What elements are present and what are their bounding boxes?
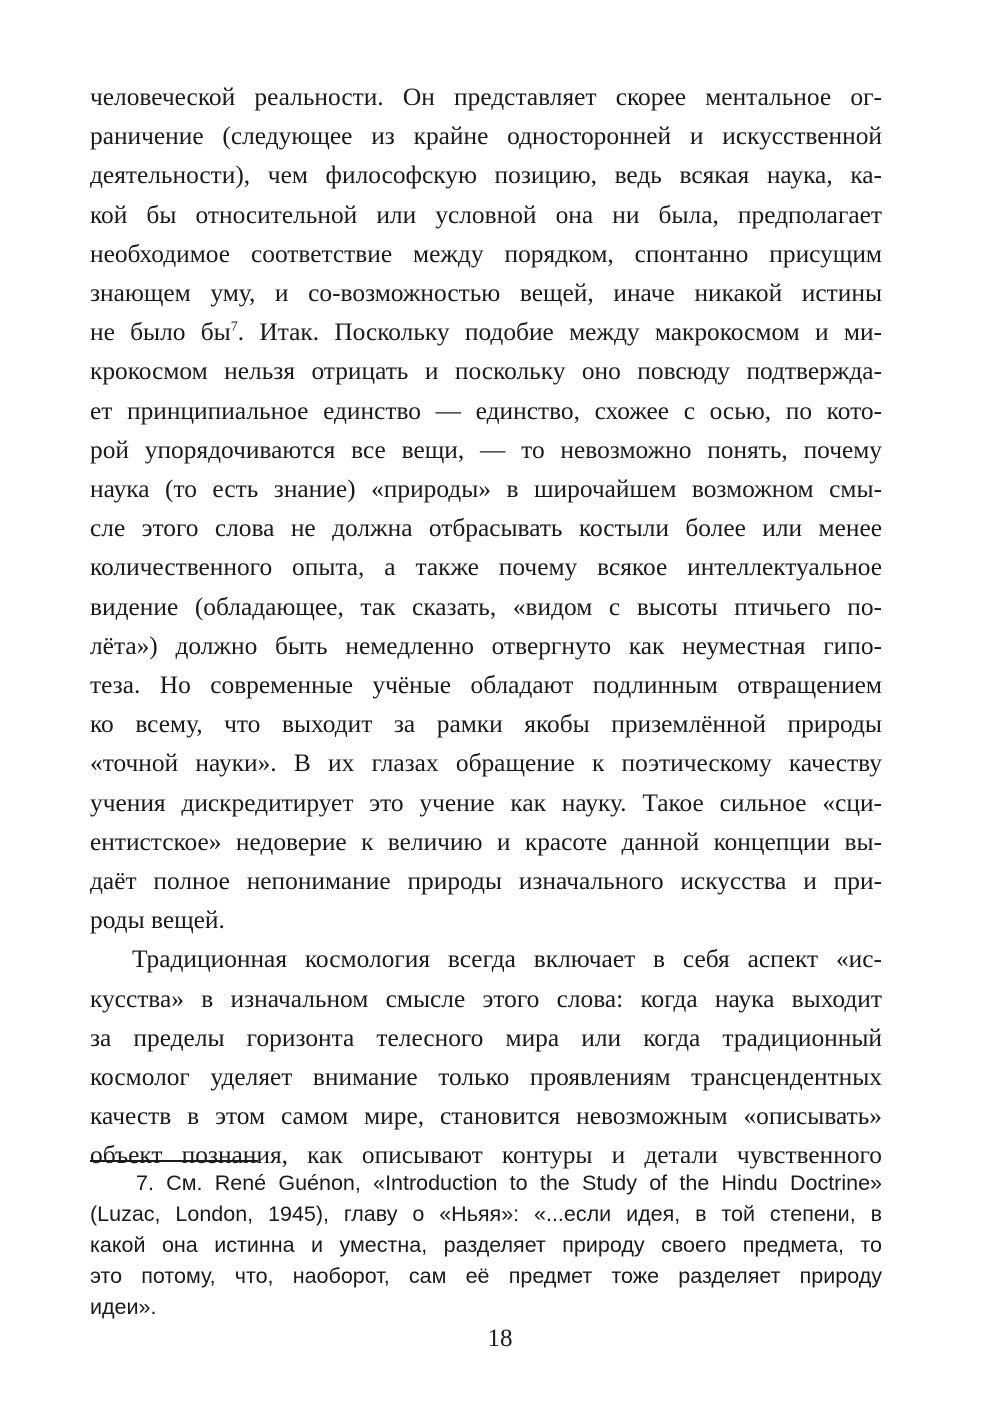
text-line: роды вещей. [90,906,225,935]
text-line: ет принципиальное единство — единство, схожее с осью, по кото- [90,396,882,425]
page-number: 18 [487,1325,513,1352]
text-line: человеческой реальности. Он представляет скорее ментальное ог- [90,83,882,111]
footnote-line: какой она истинна и уместна, разделяет природу своего предмета, то [90,1233,882,1257]
text-line: «точной науки». В их глазах обращение к поэтическому качеству [90,749,882,778]
text-line: крокосмом нельзя отрицать и поскольку оно повсюду подтвержда- [90,357,882,386]
paragraph-2 [90,940,882,1175]
text-line: сле этого слова не должна отбрасывать костыли более или менее [90,514,882,543]
text-line: объект познания, как описывают контуры и детали чувственного [90,1141,882,1170]
text-segment: не было бы [90,318,231,347]
text-line: видение (обладающее, так сказать, «видом с высоты птичьего по- [90,592,882,621]
footnote-reference[interactable]: 7 [230,319,238,335]
text-line: деятельности), чем философскую позицию, ведь всякая наука, ка- [90,161,882,190]
footnote-separator [90,1160,258,1162]
text-segment: . Итак. Поскольку подобие между макрокосмом и ми- [237,318,882,347]
text-line: кусства» в изначальном смысле этого слова: когда наука выходит [90,984,882,1013]
footnote-line: (Luzac, London, 1945), главу о «Ньяя»: «...если идея, в той степени, в [90,1202,882,1226]
text-line-with-footnote-ref [90,313,882,352]
footnote-7 [90,1168,882,1323]
text-line: Традиционная космология всегда включает в себя аспект «ис- [132,945,882,974]
text-line: теза. Но современные учёные обладают подлинным отвращением [90,671,882,700]
footnote-line: идеи». [90,1295,157,1319]
text-line: рой упорядочиваются все вещи, — то невозможно понять, почему [90,435,882,464]
footnote-line: это потому, что, наоборот, сам её предмет тоже разделяет природу [90,1264,882,1288]
text-line: количественного опыта, а также почему всякое интеллектуальное [90,553,882,582]
text-line: качеств в этом самом мире, становится невозможным «описывать» [90,1102,882,1131]
text-line: за пределы горизонта телесного мира или когда традиционный [90,1023,882,1052]
text-line: кой бы относительной или условной она ни была, предполагает [90,200,882,229]
text-line: ентистское» недоверие к величию и красоте данной концепции вы- [90,827,882,856]
paragraph-1 [90,78,882,940]
text-line: учения дискредитирует это учение как науку. Такое сильное «сци- [90,788,882,817]
text-line: наука (то есть знание) «природы» в широчайшем возможном смы- [90,475,882,504]
text-line: раничение (следующее из крайне односторонней и искусственной [90,122,882,151]
text-line: ко всему, что выходит за рамки якобы приземлённой природы [90,710,882,739]
text-line: космолог уделяет внимание только проявлениям трансцендентных [90,1063,882,1092]
footnote-line: 7. См. René Guénon, «Introduction to the Study of the Hindu Doctrine» [136,1171,882,1195]
text-line: знающем уму, и со-возможностью вещей, иначе никакой истины [90,279,882,308]
page-body [90,78,882,1176]
text-line: даёт полное непонимание природы изначального искусства и при- [90,867,882,896]
text-line: необходимое соответствие между порядком, спонтанно присущим [90,239,882,268]
text-line: лёта») должно быть немедленно отвергнуто как неуместная гипо- [90,631,882,660]
